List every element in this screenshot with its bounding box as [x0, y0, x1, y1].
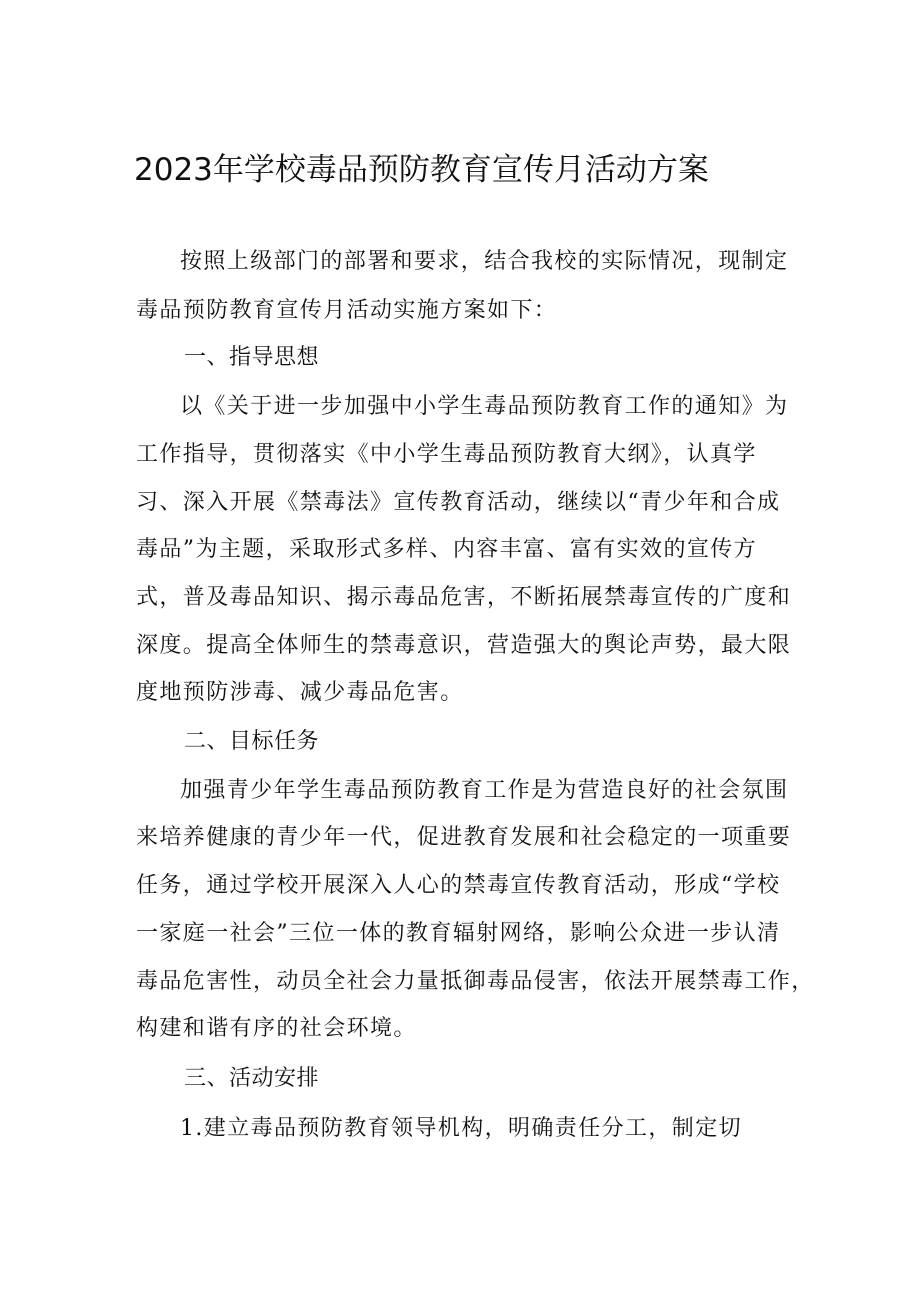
paragraph-line: 习、深入开展《禁毒法》宣传教育活动，继续以“青少年和合成 [136, 490, 781, 515]
paragraph-line: 以《关于进一步加强中小学生毒品预防教育工作的通知》为 [180, 394, 789, 419]
paragraph-line: 毒品”为主题，采取形式多样、内容丰富、富有实效的宣传方 [136, 537, 758, 562]
document-title: 2023年学校毒品预防教育宣传月活动方案 [134, 152, 709, 188]
paragraph-line: 1.建立毒品预防教育领导机构，明确责任分工，制定切 [180, 1116, 742, 1141]
paragraph-line: 加强青少年学生毒品预防教育工作是为营造良好的社会氛围 [180, 778, 789, 803]
paragraph-line: 毒品危害性，动员全社会力量抵御毒品侵害，依法开展禁毒工作， [136, 969, 815, 994]
paragraph-line: 构建和谐有序的社会环境。 [136, 1016, 417, 1041]
paragraph-line: 工作指导，贯彻落实《中小学生毒品预防教育大纲》，认真学 [136, 442, 757, 467]
section-heading-objectives: 二、目标任务 [184, 729, 320, 754]
paragraph-line: 深度。提高全体师生的禁毒意识，营造强大的舆论声势，最大限 [136, 633, 792, 658]
section-heading-activity-plan: 三、活动安排 [184, 1066, 320, 1091]
paragraph-line: 度地预防涉毒、减少毒品危害。 [136, 680, 464, 705]
paragraph-line: 来培养健康的青少年一代，促进教育发展和社会稳定的一项重要 [136, 825, 792, 850]
paragraph-line: 式，普及毒品知识、揭示毒品危害，不断拓展禁毒宣传的广度和 [136, 585, 792, 610]
intro-line: 毒品预防教育宣传月活动实施方案如下： [136, 298, 558, 323]
paragraph-line: 任务，通过学校开展深入人心的禁毒宣传教育活动，形成“学校 [136, 873, 781, 898]
section-heading-guiding-ideology: 一、指导思想 [184, 345, 320, 370]
paragraph-line: 一家庭一社会”三位一体的教育辐射网络，影响公众进一步认清 [136, 921, 781, 946]
intro-line: 按照上级部门的部署和要求，结合我校的实际情况，现制定 [180, 249, 789, 274]
